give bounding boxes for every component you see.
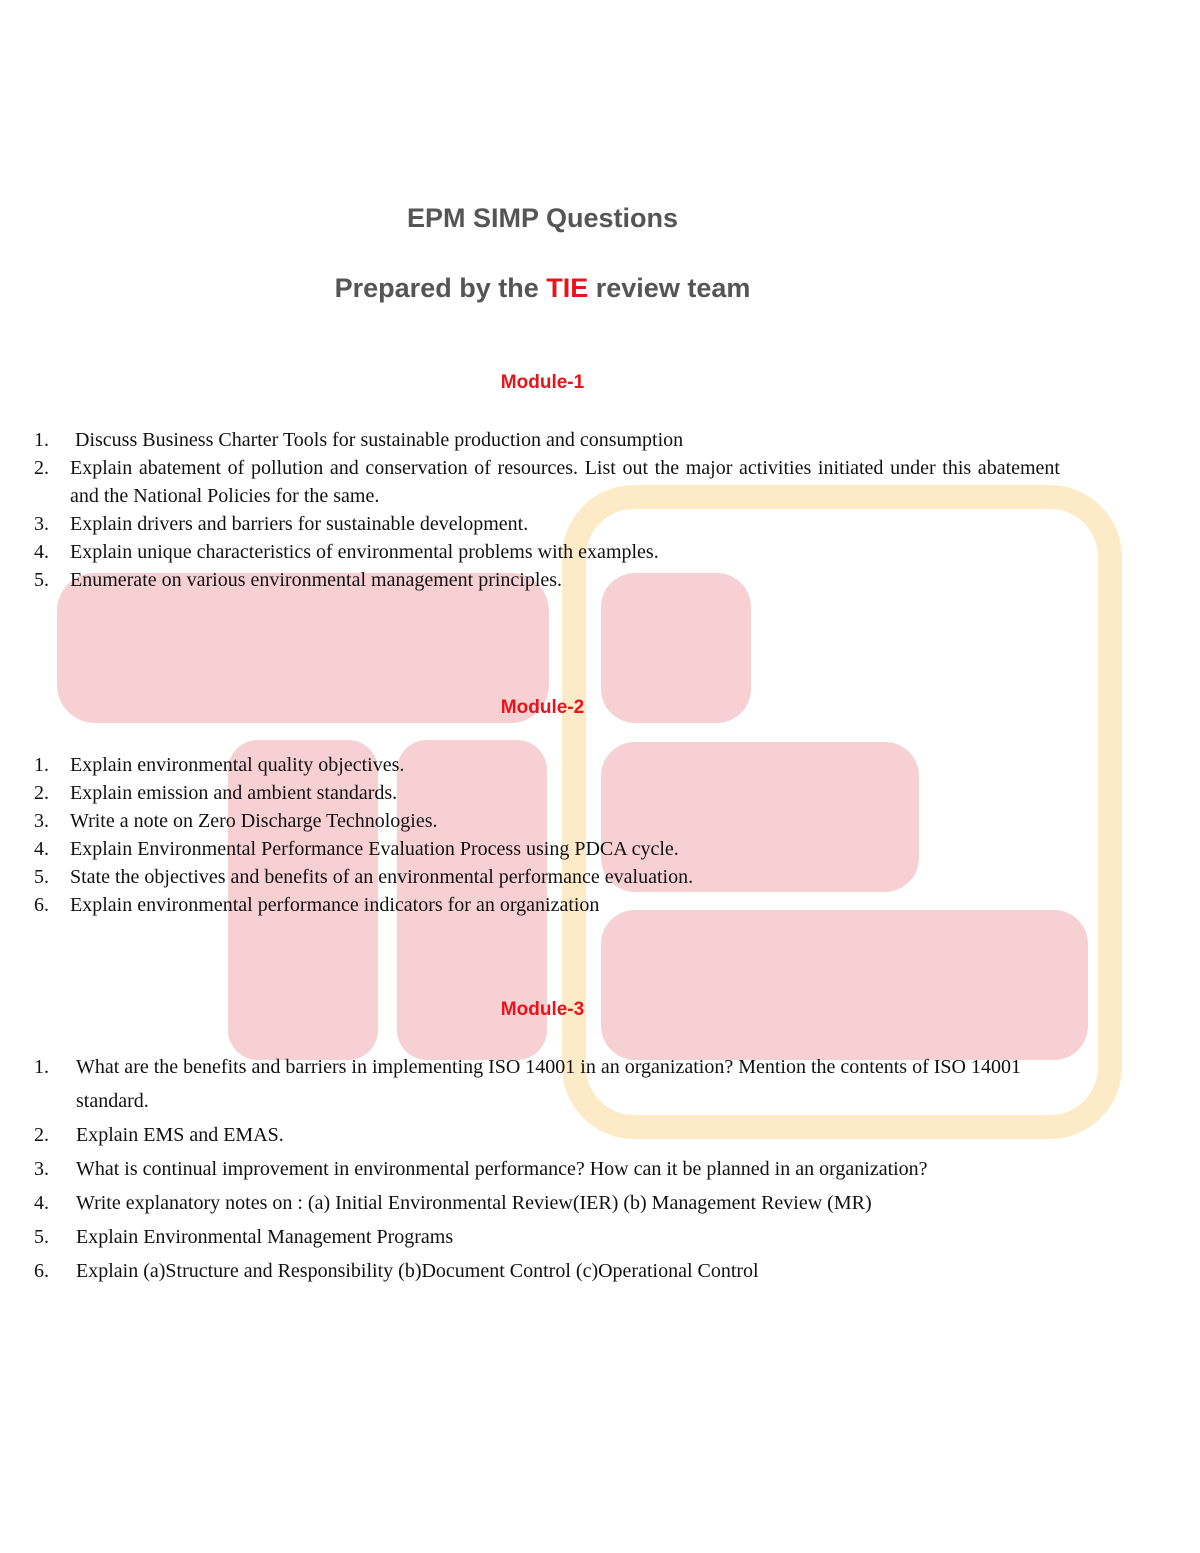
question-number: 4. bbox=[34, 838, 49, 860]
question-number: 1. bbox=[34, 1056, 49, 1078]
list-item bbox=[34, 1186, 1054, 1220]
question-number: 2. bbox=[34, 457, 49, 479]
module-1-heading: Module-1 bbox=[500, 372, 585, 393]
module-1-question-list bbox=[34, 426, 1060, 594]
question-text: Explain abatement of pollution and conservation of resources. List out the major activities initiated under this abatement and the National Policies for the same. bbox=[70, 457, 1060, 507]
question-text: Write a note on Zero Discharge Technologies. bbox=[70, 810, 438, 832]
list-item bbox=[34, 1152, 1054, 1186]
page-subtitle bbox=[0, 273, 1085, 304]
question-number: 3. bbox=[34, 810, 49, 832]
question-number: 3. bbox=[34, 1158, 49, 1180]
page-title: EPM SIMP Questions bbox=[406, 203, 679, 233]
question-text: Explain emission and ambient standards. bbox=[70, 782, 398, 804]
question-text: Write explanatory notes on : (a) Initial Environmental Review(IER) (b) Management Review (MR) bbox=[76, 1192, 872, 1214]
question-text: State the objectives and benefits of an environmental performance evaluation. bbox=[70, 866, 694, 888]
question-number: 2. bbox=[34, 782, 49, 804]
module-2-question-list bbox=[34, 751, 1060, 919]
list-item bbox=[34, 1254, 1054, 1288]
list-item bbox=[34, 566, 1060, 594]
list-item bbox=[34, 1220, 1054, 1254]
question-text: Explain (a)Structure and Responsibility (b)Document Control (c)Operational Control bbox=[76, 1260, 759, 1282]
question-text: What are the benefits and barriers in implementing ISO 14001 in an organization? Mention the contents of ISO 14001 standard. bbox=[76, 1056, 1021, 1112]
question-number: 4. bbox=[34, 541, 49, 563]
question-text: Explain unique characteristics of environmental problems with examples. bbox=[70, 541, 659, 563]
module-3-question-list bbox=[34, 1050, 1054, 1288]
question-text: Discuss Business Charter Tools for sustainable production and consumption bbox=[70, 429, 684, 451]
list-item bbox=[34, 1118, 1054, 1152]
question-number: 5. bbox=[34, 569, 49, 591]
list-item bbox=[34, 1050, 1054, 1118]
subtitle-accent-tie: TIE bbox=[546, 273, 589, 303]
question-number: 5. bbox=[34, 1226, 49, 1248]
question-number: 1. bbox=[34, 754, 49, 776]
question-text: Explain environmental performance indicators for an organization bbox=[70, 894, 600, 916]
question-text: Explain environmental quality objectives. bbox=[70, 754, 405, 776]
question-number: 1. bbox=[34, 429, 49, 451]
module-3-heading: Module-3 bbox=[500, 999, 585, 1020]
list-item bbox=[34, 510, 1060, 538]
question-number: 4. bbox=[34, 1192, 49, 1214]
list-item bbox=[34, 863, 1060, 891]
list-item bbox=[34, 779, 1060, 807]
list-item bbox=[34, 538, 1060, 566]
question-number: 6. bbox=[34, 1260, 49, 1282]
list-item bbox=[34, 426, 1060, 454]
list-item bbox=[34, 454, 1060, 510]
subtitle-prefix: Prepared by the bbox=[334, 273, 539, 303]
question-text: Explain Environmental Performance Evaluation Process using PDCA cycle. bbox=[70, 838, 679, 860]
list-item bbox=[34, 835, 1060, 863]
question-number: 2. bbox=[34, 1124, 49, 1146]
question-text: Explain EMS and EMAS. bbox=[76, 1124, 284, 1146]
list-item bbox=[34, 751, 1060, 779]
list-item bbox=[34, 891, 1060, 919]
question-number: 3. bbox=[34, 513, 49, 535]
list-item bbox=[34, 807, 1060, 835]
question-text: Enumerate on various environmental management principles. bbox=[70, 569, 563, 591]
module-2-heading: Module-2 bbox=[500, 697, 585, 718]
question-text: Explain Environmental Management Programs bbox=[76, 1226, 454, 1248]
question-text: What is continual improvement in environmental performance? How can it be planned in an organization? bbox=[76, 1158, 928, 1180]
subtitle-suffix: review team bbox=[595, 273, 751, 303]
question-number: 6. bbox=[34, 894, 49, 916]
question-text: Explain drivers and barriers for sustainable development. bbox=[70, 513, 529, 535]
question-number: 5. bbox=[34, 866, 49, 888]
